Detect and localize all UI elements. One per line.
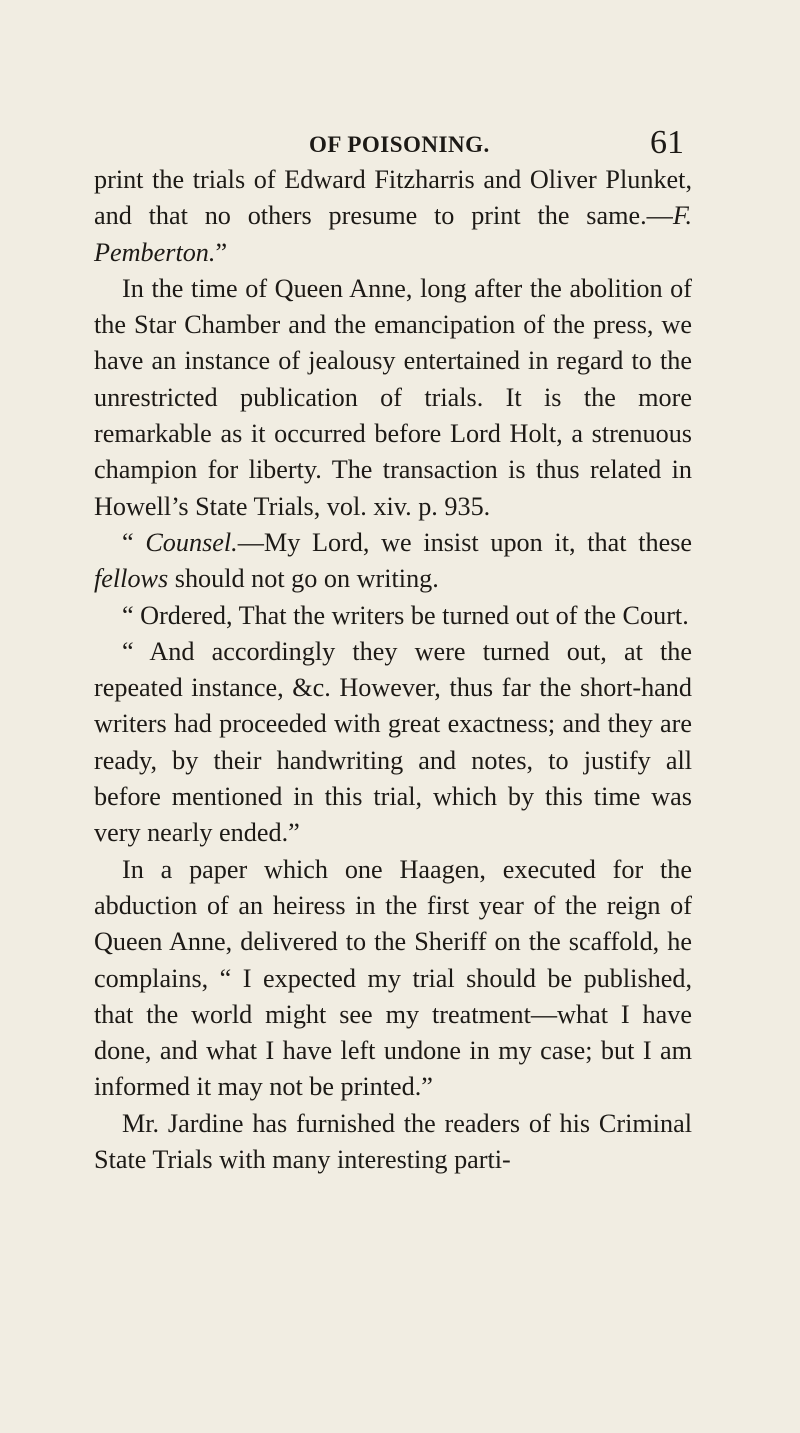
paragraph-p2 [94, 271, 692, 525]
paragraph-p5 [94, 634, 692, 852]
body-text [94, 162, 692, 1178]
text-run: —My Lord, we insist upon it, that these [237, 527, 693, 557]
italic-text: fellows [94, 564, 169, 594]
paragraph-p4 [94, 598, 692, 634]
paragraph-p7 [94, 1106, 692, 1179]
text-run: “ Ordered, That the writers be turned out of the Court. [122, 600, 689, 630]
text-run: ” [215, 237, 228, 267]
text-run: “ And accordingly they were turned out, at the repeated instance, &c. However, thus far the short-hand writers had proceeded with great exactness; and they are ready, by their handwriting and notes, to justify all before mentioned in this trial, which by this time was very nearly ended.” [94, 636, 692, 848]
page-header [94, 124, 684, 162]
paragraph-p3 [94, 525, 692, 598]
text-run: print the trials of Edward Fitzharris and Oliver Plunket, and that no others presume to print the same.— [94, 165, 692, 231]
text-run: Mr. Jardine has furnished the readers of his Criminal State Trials with many interesting parti- [94, 1108, 692, 1175]
running-title: OF POISONING. [309, 132, 490, 157]
text-run: In the time of Queen Anne, long after the abolition of the Star Chamber and the emancipation of the press, we have an instance of jealousy entertained in regard to the unrestricted publication of trials. It is the more remarkable as it occurred before Lord Holt, a strenuous champion for liberty. The transaction is thus related in Howell’s State Trials, vol. xiv. p. 935. [94, 273, 692, 521]
italic-text: Counsel. [145, 527, 238, 557]
text-run: In a paper which one Haagen, executed for the abduction of an heiress in the first year of the reign of Queen Anne, delivered to the Sheriff on the scaffold, he complains, “ I expected my trial should be published, that the world might see my treatment—what I have done, and what I have left undone in my case; but I am informed it may not be printed.” [94, 854, 692, 1102]
text-run: “ [122, 527, 146, 557]
paragraph-p1 [94, 162, 692, 271]
italic-text: F. Pemberton. [94, 201, 692, 267]
page-number: 61 [650, 124, 684, 161]
paragraph-p6 [94, 852, 692, 1106]
text-run: should not go on writing. [168, 564, 439, 594]
